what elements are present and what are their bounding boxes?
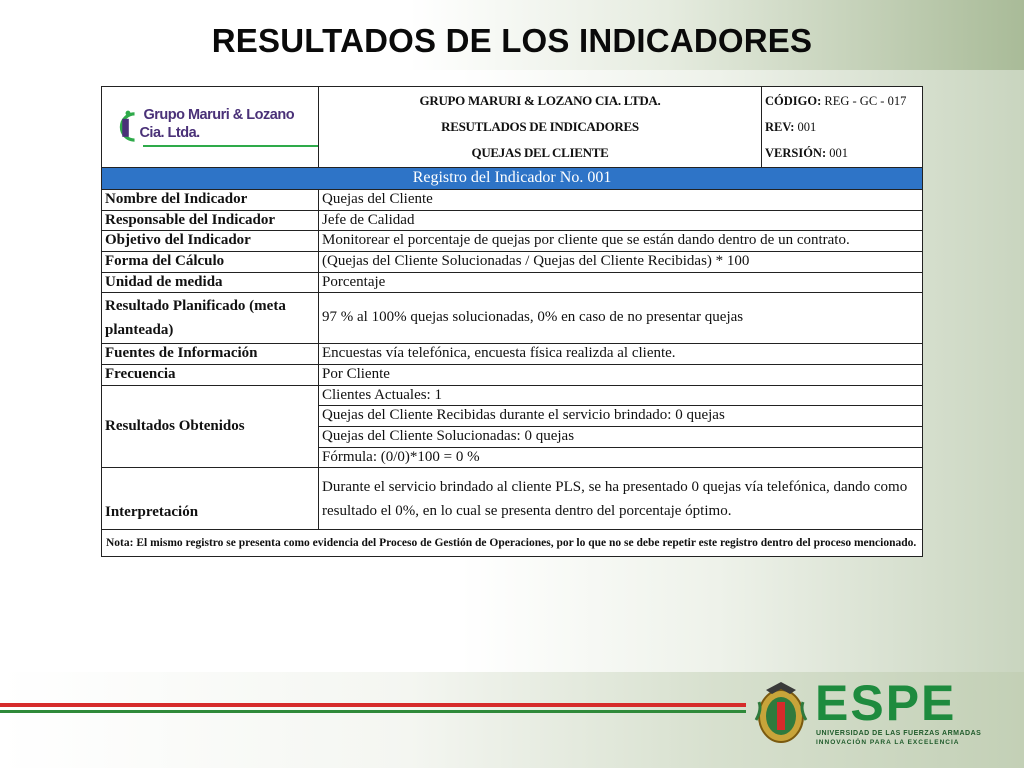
results-label: Resultados Obtenidos	[102, 385, 319, 468]
results-item: Quejas del Cliente Recibidas durante el servicio brindado: 0 quejas	[319, 406, 923, 427]
row-label: Unidad de medida	[102, 272, 319, 293]
note-text: Nota: El mismo registro se presenta como evidencia del Proceso de Gestión de Operaciones, por lo que no se debe repetir este registro dentro del proceso mencionado.	[102, 530, 923, 557]
document-codes-cell	[762, 87, 923, 168]
row-label: Frecuencia	[102, 365, 319, 386]
header-title-cell	[319, 87, 762, 168]
row-value: Porcentaje	[319, 272, 923, 293]
row-label: Resultado Planificado (meta planteada)	[102, 293, 319, 344]
row-value: Monitorear el porcentaje de quejas por cliente que se están dando dentro de un contrato.	[319, 231, 923, 252]
red-stripe	[0, 703, 746, 707]
row-value: Encuestas vía telefónica, encuesta física realizda al cliente.	[319, 344, 923, 365]
company-logo	[102, 92, 318, 162]
table-row	[102, 272, 923, 293]
row-value: Quejas del Cliente	[319, 189, 923, 210]
espe-university: UNIVERSIDAD DE LAS FUERZAS ARMADAS	[816, 730, 982, 737]
version-line: VERSIÓN: 001	[765, 146, 848, 160]
row-value: Jefe de Calidad	[319, 210, 923, 231]
indicator-band-row	[102, 168, 923, 190]
table-row	[102, 231, 923, 252]
espe-motto: INNOVACIÓN PARA LA EXCELENCIA	[816, 739, 960, 746]
company-name: GRUPO MARURI & LOZANO CIA. LTDA.	[419, 93, 661, 108]
indicator-band: Registro del Indicador No. 001	[102, 168, 923, 190]
table-row	[102, 251, 923, 272]
rev-line: REV: 001	[765, 120, 817, 134]
results-row	[102, 385, 923, 406]
row-label: Nombre del Indicador	[102, 189, 319, 210]
table-row	[102, 365, 923, 386]
company-logo-icon	[110, 101, 139, 153]
row-label: Objetivo del Indicador	[102, 231, 319, 252]
row-label: Responsable del Indicador	[102, 210, 319, 231]
indicator-table	[101, 86, 923, 557]
slide-title: RESULTADOS DE LOS INDICADORES	[211, 22, 813, 59]
espe-brand: ESPE	[815, 675, 957, 731]
results-item: Quejas del Cliente Solucionadas: 0 quejas	[319, 427, 923, 448]
table-row	[102, 293, 923, 344]
document-title: RESUTLADOS DE INDICADORES	[441, 119, 639, 134]
note-row	[102, 530, 923, 557]
results-item: Fórmula: (0/0)*100 = 0 %	[319, 447, 923, 468]
row-label: Fuentes de Información	[102, 344, 319, 365]
document-subject: QUEJAS DEL CLIENTE	[471, 145, 609, 160]
codigo-line: CÓDIGO: REG - GC - 017	[765, 94, 907, 108]
interpretation-row	[102, 468, 923, 530]
row-label: Forma del Cálculo	[102, 251, 319, 272]
table-row	[102, 344, 923, 365]
interpretation-label: Interpretación	[102, 468, 319, 530]
table-row	[102, 189, 923, 210]
company-logo-text: Grupo Maruri & Lozano Cia. Ltda.	[139, 106, 295, 141]
results-item: Clientes Actuales: 1	[319, 385, 923, 406]
interpretation-value: Durante el servicio brindado al cliente PLS, se ha presentado 0 quejas vía telefónica, dando como resultado el 0%, en lo cual se presenta dentro del porcentaje óptimo.	[319, 468, 923, 530]
espe-crest-icon	[750, 680, 812, 748]
row-value: Por Cliente	[319, 365, 923, 386]
company-logo-cell	[102, 87, 319, 168]
row-value: 97 % al 100% quejas solucionadas, 0% en caso de no presentar quejas	[319, 293, 923, 344]
table-row	[102, 210, 923, 231]
row-value: (Quejas del Cliente Solucionadas / Quejas del Cliente Recibidas) * 100	[319, 251, 923, 272]
green-stripe	[0, 710, 746, 713]
